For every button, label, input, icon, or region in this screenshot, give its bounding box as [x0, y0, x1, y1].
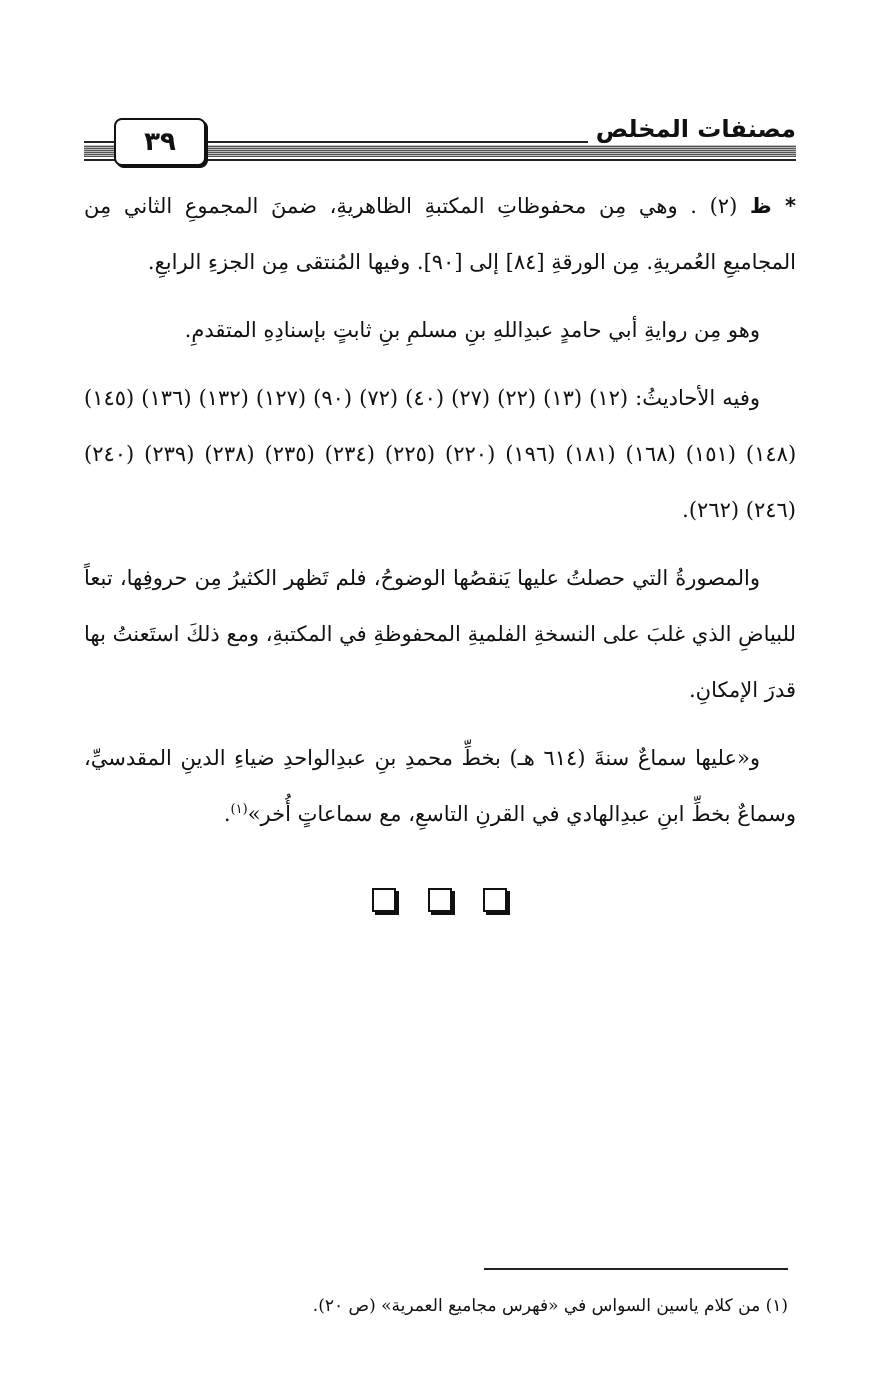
period: .	[223, 802, 231, 826]
footnote-reference: (١)	[230, 802, 248, 817]
footnote-separator	[484, 1268, 788, 1270]
section-divider-ornament	[0, 888, 879, 916]
paragraph-manuscript-description	[84, 178, 796, 290]
paragraph-audition-notes	[84, 730, 796, 842]
page-header	[84, 108, 796, 168]
paragraph-hadith-list: وفيه الأحاديثُ: (١٢) (١٣) (٢٢) (٢٧) (٤٠) (٧٢) (٩٠) (١٢٧) (١٣٢) (١٣٦) (١٤٥) (١٤٨) (١٥١) (١٦٨) (١٨١) (١٩٦) (٢٢٠) (٢٢٥) (٢٣٤) (٢٣٥) (٢٣٨) (٢٣٩) (٢٤٠) (٢٤٦) (٢٦٢).	[84, 386, 797, 522]
ornament-square-icon	[483, 888, 507, 912]
paragraph-text: و«عليها سماعٌ سنةَ (٦١٤ هـ) بخطِّ محمدِ بنِ عبدِالواحدِ ضياءِ الدينِ المقدسيِّ، وسماعٌ بخطِّ ابنِ عبدِالهادي في القرنِ التاسعِ، مع سماعاتٍ أُخر»	[84, 746, 796, 826]
footnote: (١) من كلام ياسين السواس في «فهرس مجاميع العمرية» (ص ٢٠).	[312, 1296, 788, 1316]
main-text	[84, 178, 796, 854]
page-number: ٣٩	[114, 118, 206, 166]
paragraph-narration: وهو مِن روايةِ أبي حامدٍ عبدِاللهِ بنِ مسلمِ بنِ ثابتٍ بإسنادِهِ المتقدمِ.	[184, 318, 760, 342]
ornament-square-icon	[428, 888, 452, 912]
ornament-square-icon	[372, 888, 396, 912]
paragraph-text: (٢) . وهي مِن محفوظاتِ المكتبةِ الظاهريةِ، ضمنَ المجموعِ الثاني مِن المجاميعِ العُمريةِ. مِن الورقةِ [٨٤] إلى [٩٠]. وفيها المُنتقى مِن الجزءِ الرابعِ.	[84, 194, 796, 274]
running-title: مصنفات المخلص	[588, 114, 796, 144]
paragraph-copy-condition: والمصورةُ التي حصلتُ عليها يَنقصُها الوضوحُ، فلم تَظهر الكثيرُ مِن حروفِها، تبعاً للبياضِ الذي غلبَ على النسخةِ الفلميةِ المحفوظةِ في المكتبةِ، ومع ذلكَ استَعنتُ بها قدرَ الإمكانِ.	[84, 566, 796, 702]
manuscript-marker: * ظ	[749, 194, 797, 218]
